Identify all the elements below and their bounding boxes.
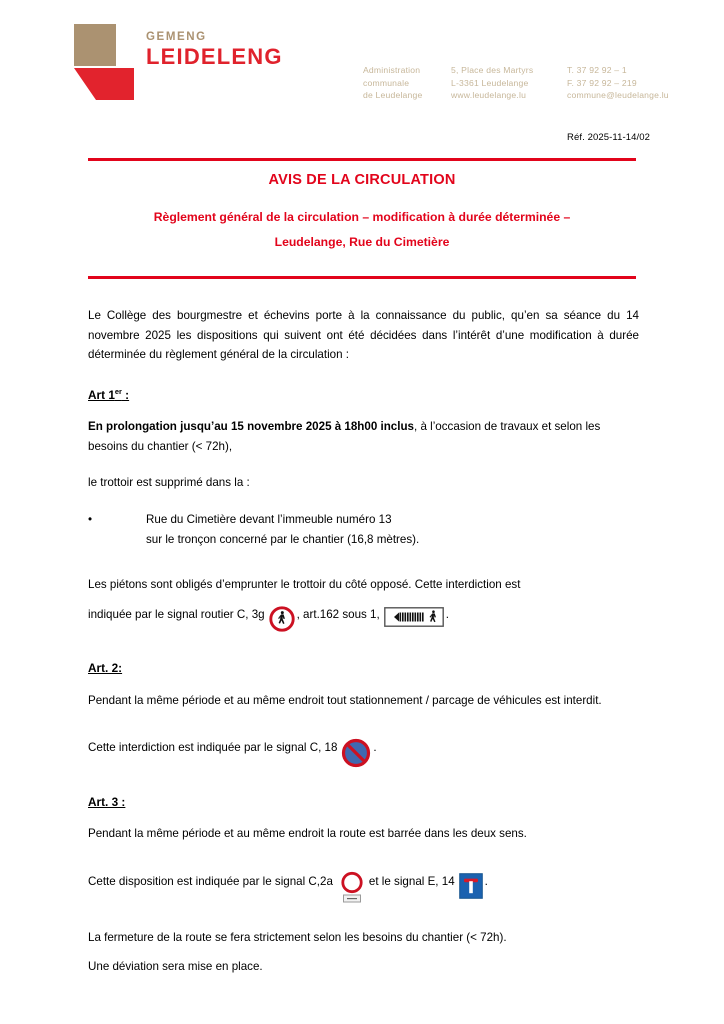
article-1-lead	[88, 417, 639, 456]
article-1-intro-line: le trottoir est supprimé dans la :	[88, 476, 250, 490]
contact-email[interactable]: commune@leudelange.lu	[567, 90, 669, 101]
closing-line-2: Une déviation sera mise en place.	[88, 960, 263, 974]
pedestrian-crossing-sign-icon	[384, 607, 444, 627]
no-pedestrians-sign-icon	[269, 606, 295, 632]
document-body	[88, 306, 639, 994]
divider-top	[88, 158, 636, 161]
logo-wordmark	[146, 30, 283, 70]
contact-phone: T. 37 92 92 – 1	[567, 65, 627, 75]
article-1-lead-rest: , à l’occasion de travaux et selon les besoins du chantier (< 72h),	[88, 420, 601, 453]
contact-block	[363, 64, 669, 102]
closing-line-1: La fermeture de la route se fera strictement selon les besoins du chantier (< 72h).	[88, 930, 507, 944]
article-3-text: Pendant la même période et au même endroit la route est barrée dans les deux sens.	[88, 827, 527, 841]
page-title: AVIS DE LA CIRCULATION	[268, 172, 456, 188]
spacer	[88, 861, 639, 871]
page-subtitle-line2: Leudelange, Rue du Cimetière	[274, 235, 450, 249]
spacer	[88, 947, 639, 957]
contact-column-address	[451, 64, 567, 102]
spacer	[88, 728, 639, 738]
article-2-sign-text-a: Cette interdiction est indiquée par le signal C, 18	[88, 740, 338, 754]
article-2-text: Pendant la même période et au même endroit tout stationnement / parcage de véhicules est interdit.	[88, 694, 602, 708]
pedestrian-note-line1: Les piétons sont obligés d’emprunter le trottoir du côté opposé. Cette interdiction est	[88, 578, 521, 592]
article-1-heading-text: Art 1	[88, 387, 115, 402]
dead-end-sign-icon	[459, 873, 483, 899]
pedestrian-note-line2	[88, 605, 639, 625]
contact-column-administration	[363, 64, 451, 102]
contact-line: L-3361 Leudelange	[451, 77, 529, 88]
intro-paragraph: Le Collège des bourgmestre et échevins porte à la connaissance du public, qu’en sa séance du 14 novembre 2025 les dispositions qui suivent ont été décidées dans l’intérêt d’une modification à durée déterminée du règlement général de la circulation :	[88, 309, 639, 362]
divider-bottom	[88, 276, 636, 279]
contact-fax: F. 37 92 92 – 219	[567, 77, 637, 88]
article-3-sign-text-b: et le signal E, 14	[368, 874, 455, 888]
spacer	[88, 549, 639, 575]
spacer	[88, 910, 639, 928]
article-1-heading-sup: er	[114, 386, 122, 396]
logo-mark-icon	[74, 24, 134, 102]
article-2-sign-text-b: .	[373, 740, 377, 754]
article-3-heading: Art. 3 :	[88, 794, 126, 809]
list-item-label: Rue du Cimetière devant l’immeuble numéro 13	[146, 513, 392, 527]
pedestrian-note-text-a: indiquée par le signal routier C, 3g	[88, 607, 265, 621]
no-parking-sign-icon	[341, 738, 371, 768]
page-subtitle	[88, 205, 636, 255]
contact-line: communale	[363, 77, 410, 88]
reference-number: Réf. 2025-11-14/02	[567, 132, 650, 143]
logo-leideleng-text: LEIDELENG	[146, 44, 283, 69]
article-1-lead-bold: En prolongation jusqu’au 15 novembre 2025 à 18h00 inclus	[88, 420, 415, 434]
bullet-marker: •	[88, 513, 93, 527]
contact-line: 5, Place des Martyrs	[451, 65, 534, 75]
contact-column-phone	[567, 64, 669, 102]
article-3-sign-text-a: Cette disposition est indiquée par le signal C,2a	[88, 874, 333, 888]
road-closed-sign-icon	[337, 871, 367, 905]
article-2-sign-line	[88, 738, 639, 758]
title-block	[88, 172, 636, 255]
article-3-sign-line	[88, 871, 639, 893]
contact-line: Administration	[363, 65, 421, 75]
article-1-heading	[88, 382, 639, 406]
contact-website[interactable]: www.leudelange.lu	[451, 90, 527, 101]
page-subtitle-line1: Règlement général de la circulation – modification à durée déterminée –	[153, 210, 571, 224]
article-3-sign-text-c: .	[484, 874, 488, 888]
spacer	[88, 595, 639, 605]
municipality-logo	[74, 24, 294, 104]
list-item-sub-label: sur le tronçon concerné par le chantier (16,8 mètres).	[146, 532, 420, 546]
pedestrian-note-text-b: , art.162 sous 1,	[296, 607, 380, 621]
article-1-heading-colon: :	[121, 387, 130, 402]
document-header	[0, 0, 724, 150]
article-2-heading: Art. 2:	[88, 661, 123, 676]
spacer	[88, 775, 639, 793]
list-item	[88, 510, 639, 530]
pedestrian-note-text-c: .	[445, 607, 449, 621]
spacer	[88, 641, 639, 659]
contact-line: de Leudelange	[363, 90, 423, 101]
logo-gemeng-text: GEMENG	[146, 31, 207, 43]
